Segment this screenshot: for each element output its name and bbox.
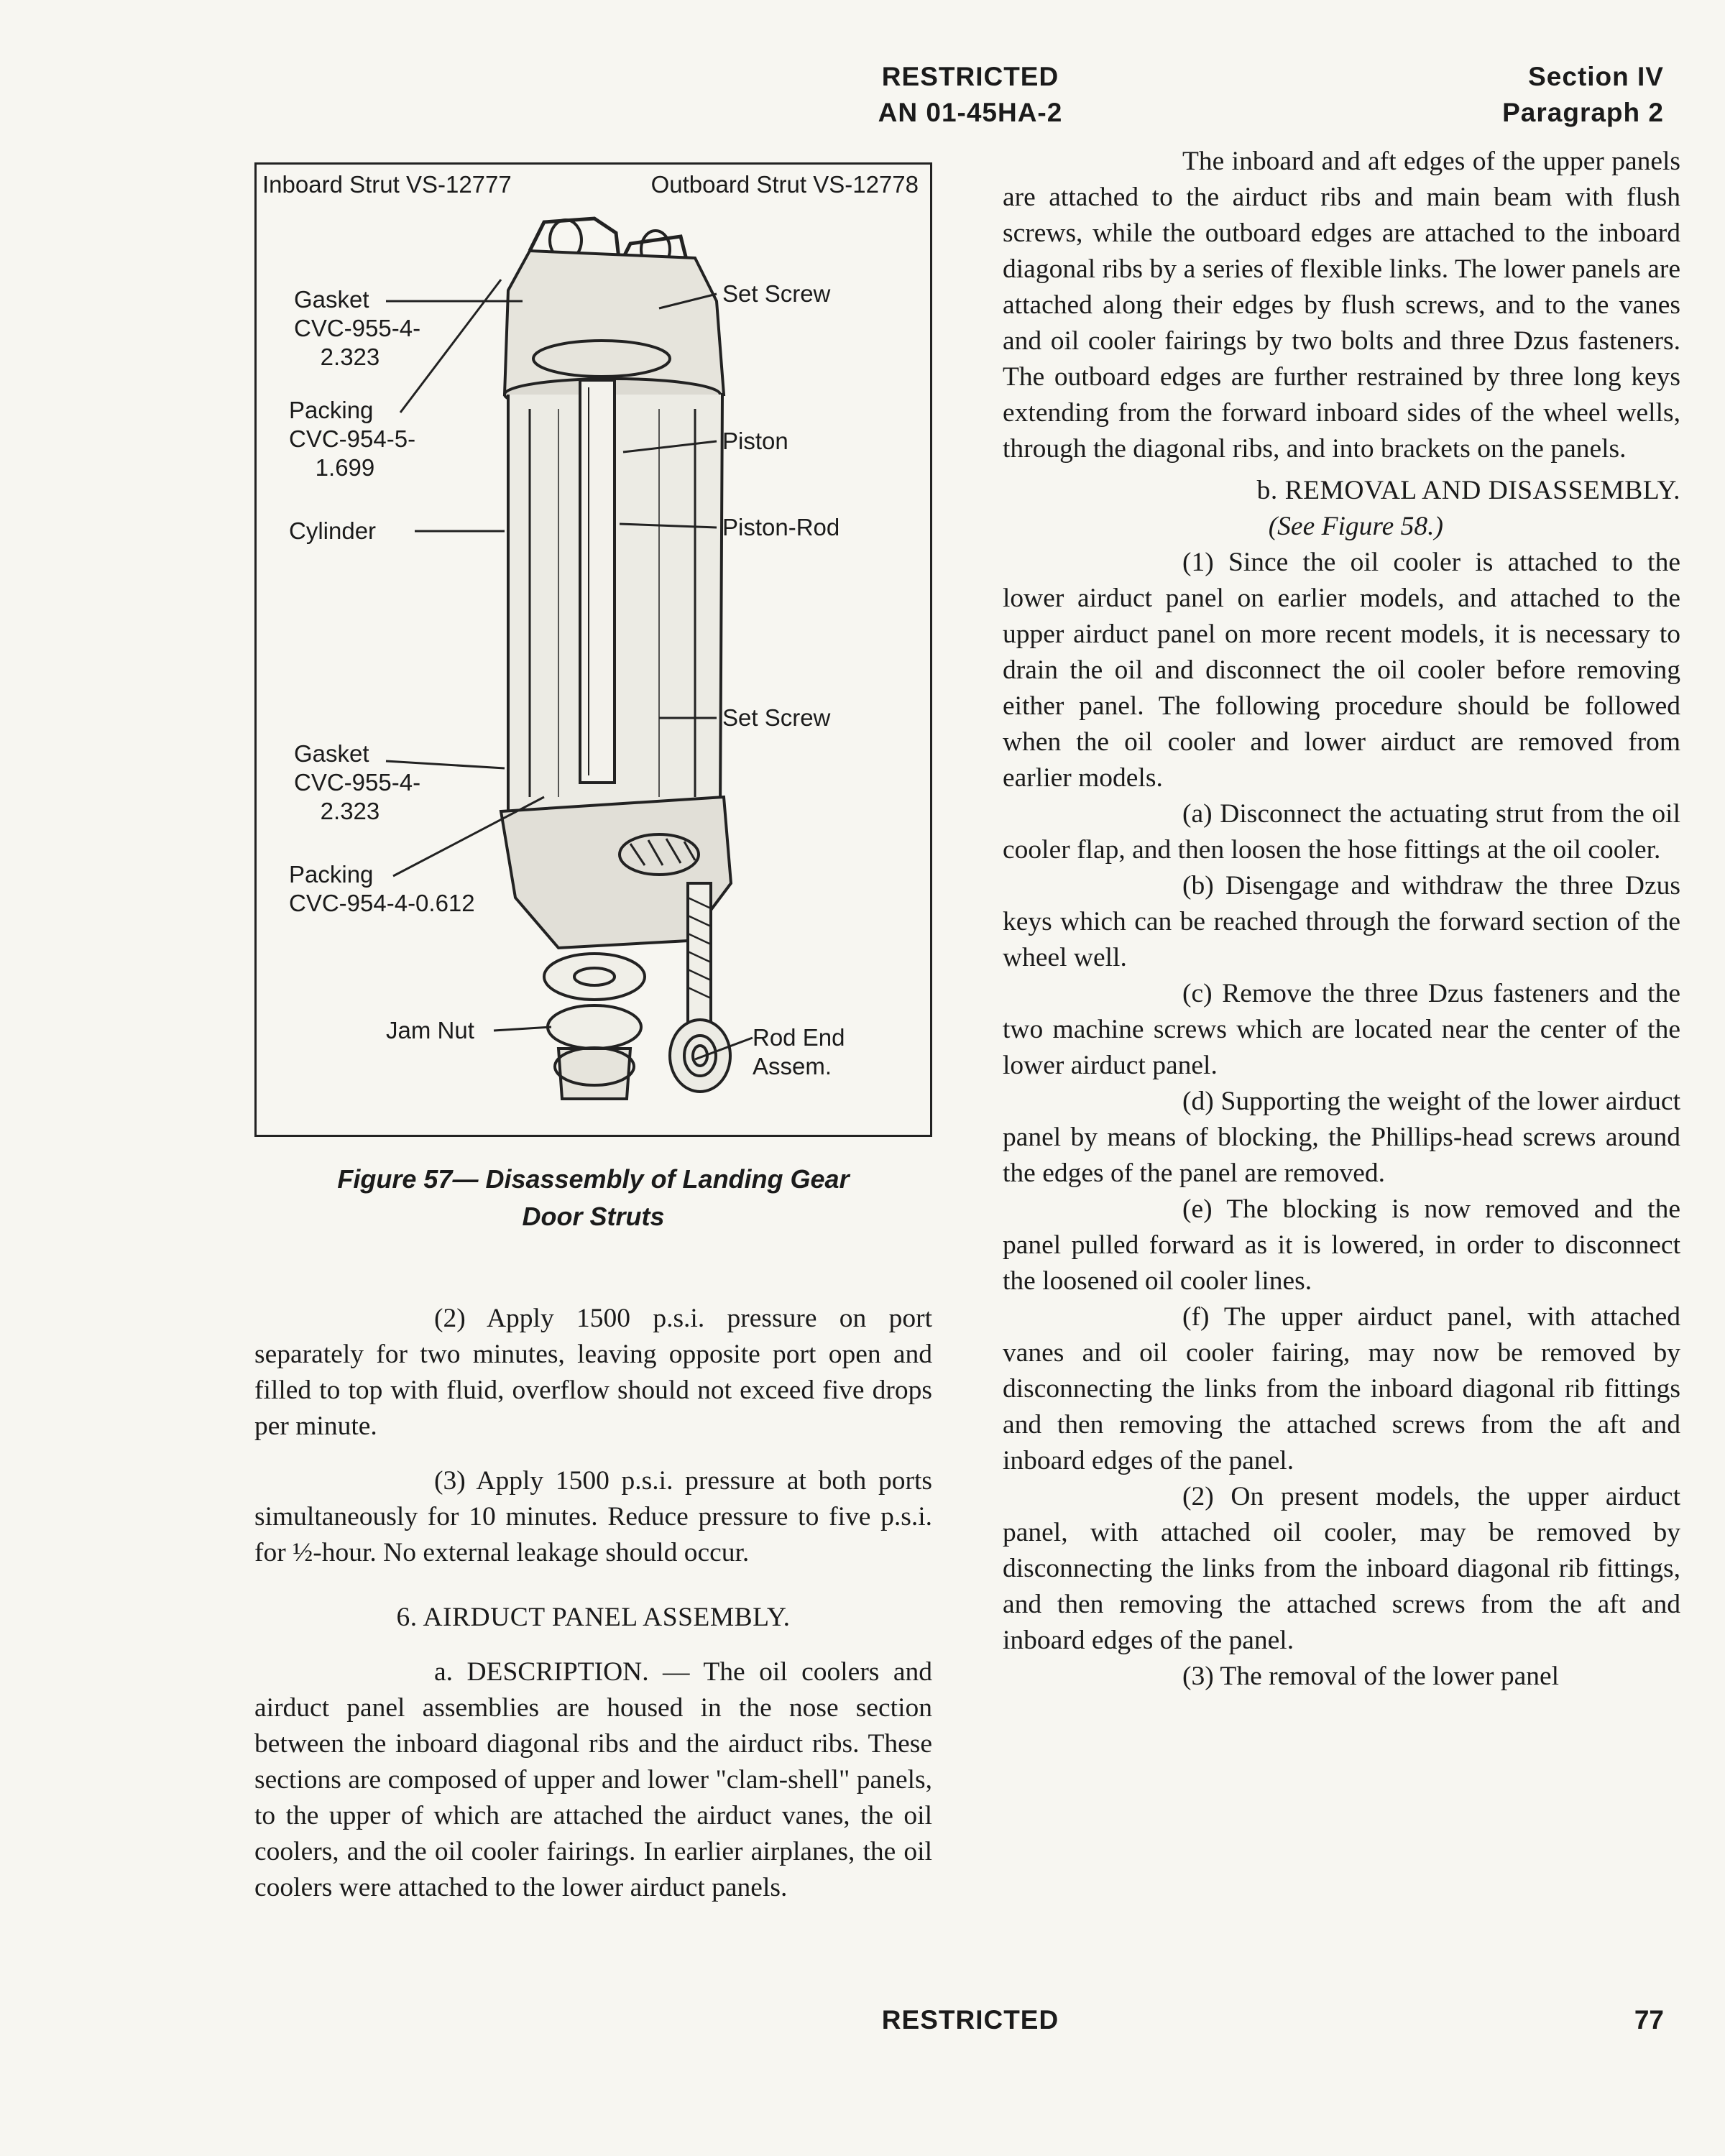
- figure-caption: [254, 1161, 932, 1235]
- label-piston: Piston: [722, 428, 788, 454]
- header-center: [791, 59, 1150, 131]
- paragraph-2-pressure: (2) Apply 1500 p.s.i. pressure on port separately for two minutes, leaving opposite port open and filled to top with fluid, overflow should not exceed five drops per minute.: [254, 1304, 932, 1441]
- header-document-number: AN 01-45HA-2: [878, 98, 1063, 127]
- figure-title-outboard: Outboard Strut VS-12778: [650, 171, 919, 198]
- step-e: (e) The blocking is now removed and the panel pulled forward as it is lowered, in order to disconnect the loosened oil cooler lines.: [1003, 1194, 1680, 1296]
- right-column: [1003, 144, 1680, 1695]
- label-set-screw-top: Set Screw: [722, 280, 831, 307]
- figure-caption-line2: Door Struts: [522, 1202, 665, 1231]
- heading-removal: b. REMOVAL AND DISASSEMBLY.: [1256, 476, 1680, 505]
- label-rod-end: Rod End Assem.: [753, 1024, 845, 1079]
- paragraph-intro: The inboard and aft edges of the upper panels are attached to the airduct ribs and main beam with flush screws, while the outboard edges are attached to the inboard diagonal ribs by a series of flexible links. The lower panels are attached along their edges by flush screws, and to the vanes and oil cooler fairings by two bolts and three Dzus fasteners. The outboard edges are further restrained by three long keys extending from the forward inboard sides of the wheel wells, through the diagonal ribs, and into brackets on the panels.: [1003, 147, 1680, 464]
- label-gasket-bottom: Gasket CVC-955-4- 2.323: [294, 740, 421, 824]
- step-d: (d) Supporting the weight of the lower airduct panel by means of blocking, the Phillips-head screws around the edges of the panel are removed.: [1003, 1087, 1680, 1188]
- step-a: (a) Disconnect the actuating strut from the oil cooler flap, and then loosen the hose fittings at the oil cooler.: [1003, 799, 1680, 865]
- label-gasket-top: Gasket CVC-955-4- 2.323: [294, 286, 421, 370]
- step-f: (f) The upper airduct panel, with attached vanes and oil cooler fairing, may now be removed by disconnecting the links from the inboard diagonal rib fittings and then removing the attached screws from the aft and inboard edges of the panel.: [1003, 1302, 1680, 1475]
- footer-classification: RESTRICTED: [881, 2005, 1059, 2035]
- step-2: (2) On present models, the upper airduct panel, with attached oil cooler, may be removed by disconnecting the links from the inboard diagonal rib fittings, and then removing the attached screws from the aft and inboard edges of the panel.: [1003, 1482, 1680, 1655]
- section-heading-airduct: 6. AIRDUCT PANEL ASSEMBLY.: [396, 1603, 791, 1632]
- page-number: 77: [1634, 2005, 1664, 2035]
- header-section: Section IV: [1528, 62, 1664, 91]
- header-paragraph: Paragraph 2: [1502, 98, 1664, 127]
- figure-title-inboard: Inboard Strut VS-12777: [262, 171, 512, 198]
- step-1: (1) Since the oil cooler is attached to the lower airduct panel on earlier models, and attached to the upper airduct panel on more recent models, it is necessary to drain the oil and disconnect the oil cooler before removing either panel. The following procedure should be followed when the oil cooler and lower airduct are removed from earlier models.: [1003, 548, 1680, 793]
- left-column: [254, 1301, 932, 1906]
- label-cylinder: Cylinder: [289, 517, 377, 544]
- figure-57: [254, 162, 932, 1137]
- label-packing-top: Packing CVC-954-5- 1.699: [289, 397, 416, 481]
- header-right: [1502, 59, 1664, 131]
- step-3: (3) The removal of the lower panel: [1182, 1662, 1560, 1691]
- see-figure-reference: (See Figure 58.): [1268, 512, 1443, 541]
- step-b: (b) Disengage and withdraw the three Dzus keys which can be reached through the forward section of the wheel well.: [1003, 871, 1680, 972]
- paragraph-description: a. DESCRIPTION. — The oil coolers and airduct panel assemblies are housed in the nose section between the inboard diagonal ribs and the airduct ribs. These sections are composed of upper and lower "clam-shell" panels, to the upper of which are attached the airduct vanes, the oil coolers, and the oil cooler fairings. In earlier airplanes, the oil coolers were attached to the lower airduct panels.: [254, 1657, 932, 1902]
- figure-caption-line1: Figure 57— Disassembly of Landing Gear: [337, 1164, 850, 1194]
- label-jam-nut: Jam Nut: [386, 1017, 474, 1044]
- label-set-screw-bottom: Set Screw: [722, 704, 831, 731]
- label-piston-rod: Piston-Rod: [722, 514, 840, 540]
- step-c: (c) Remove the three Dzus fasteners and the two machine screws which are located near the center of the lower airduct panel.: [1003, 979, 1680, 1080]
- header-classification: RESTRICTED: [881, 62, 1059, 91]
- paragraph-3-pressure: (3) Apply 1500 p.s.i. pressure at both ports simultaneously for 10 minutes. Reduce pressure to five p.s.i. for ½-hour. No external leakage should occur.: [254, 1466, 932, 1567]
- label-packing-bottom: Packing CVC-954-4-0.612: [289, 861, 475, 916]
